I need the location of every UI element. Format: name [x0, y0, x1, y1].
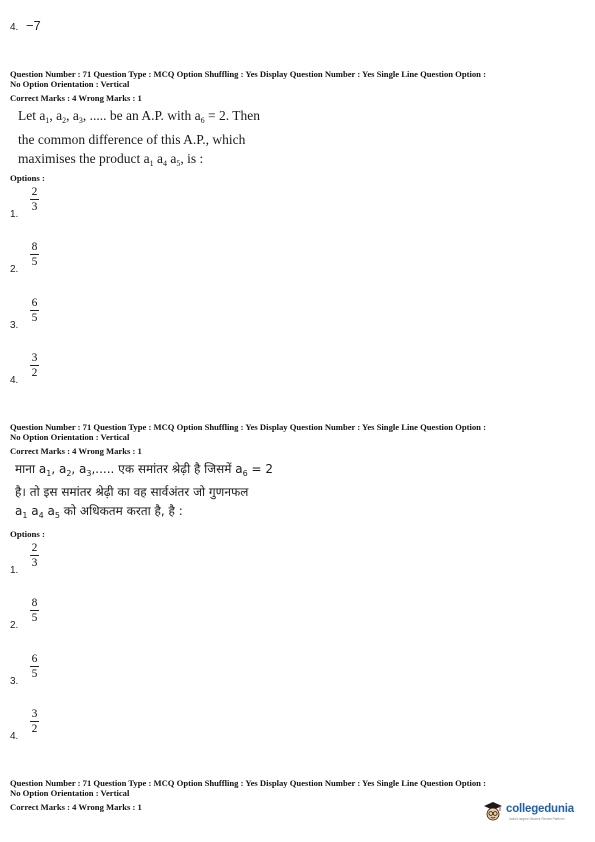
- question-line-3: $a_1$ $a_4$ $a_5$ को अधिकतम करता है, है :: [15, 504, 183, 520]
- options-label: Options :: [10, 173, 45, 183]
- question-header-line2: No Option Orientation : Vertical: [10, 787, 130, 798]
- prev-option-4: [10, 18, 41, 33]
- question-line-3: maximises the product $a_1$ $a_4$ $a_5$, is :: [18, 151, 204, 168]
- question-header: [10, 423, 486, 442]
- graduate-mascot-icon: [483, 801, 503, 823]
- question-text-english: [18, 106, 260, 173]
- fraction: 2 3: [31, 542, 38, 569]
- question-header-line1: Question Number : 71 Question Type : MCQ Option Shuffling : Yes Display Question Number : Yes Single Line Question Option :: [10, 778, 486, 788]
- question-line-2: है। तो इस समांतर श्रेढ़ी का वह सार्वअंतर जो गुणनफल: [15, 485, 249, 499]
- question-header-line2: No Option Orientation : Vertical: [10, 78, 130, 89]
- question-header-line1: Question Number : 71 Question Type : MCQ Option Shuffling : Yes Display Question Number : Yes Single Line Question Option :: [10, 69, 486, 79]
- collegedunia-logo: [481, 798, 589, 828]
- question-line-2: the common difference of this A.P., which: [18, 132, 246, 147]
- question-line-1: माना $a_1$, $a_2$, $a_3$,..... एक समांतर श्रेढ़ी है जिसमें $a_6 = 2$: [15, 462, 274, 478]
- marks-line: Correct Marks : 4 Wrong Marks : 1: [10, 93, 142, 103]
- logo-wordmark: collegedunia: [506, 803, 574, 815]
- fraction: 2 3: [31, 186, 38, 213]
- option-value: −7: [25, 18, 41, 33]
- option-number: 3.: [10, 320, 19, 331]
- fraction: 6 5: [31, 297, 38, 324]
- fraction: 8 5: [31, 241, 38, 268]
- fraction: 3 2: [31, 352, 38, 379]
- option-number: 4.: [10, 731, 19, 742]
- marks-line: Correct Marks : 4 Wrong Marks : 1: [10, 446, 142, 456]
- question-header: [10, 779, 486, 798]
- fraction: 3 2: [31, 708, 38, 735]
- option-number: 3.: [10, 676, 19, 687]
- option-number: 2.: [10, 264, 19, 275]
- question-text-hindi: [15, 460, 273, 525]
- fraction: 6 5: [31, 653, 38, 680]
- option-number: 4.: [10, 375, 19, 386]
- question-header-line2: No Option Orientation : Vertical: [10, 431, 130, 442]
- logo-tagline: India's largest Student Review Platform: [509, 817, 565, 821]
- question-line-1: Let $a_1$, $a_2$, $a_3$, ..... be an A.P. with $a_6 = 2$. Then: [18, 108, 260, 125]
- option-number: 4.: [10, 22, 19, 33]
- option-number: 1.: [10, 565, 19, 576]
- question-header-line1: Question Number : 71 Question Type : MCQ Option Shuffling : Yes Display Question Number : Yes Single Line Question Option :: [10, 422, 486, 432]
- fraction: 8 5: [31, 597, 38, 624]
- options-label: Options :: [10, 529, 45, 539]
- marks-line: Correct Marks : 4 Wrong Marks : 1: [10, 802, 142, 812]
- option-number: 1.: [10, 209, 19, 220]
- question-header: [10, 70, 486, 89]
- option-number: 2.: [10, 620, 19, 631]
